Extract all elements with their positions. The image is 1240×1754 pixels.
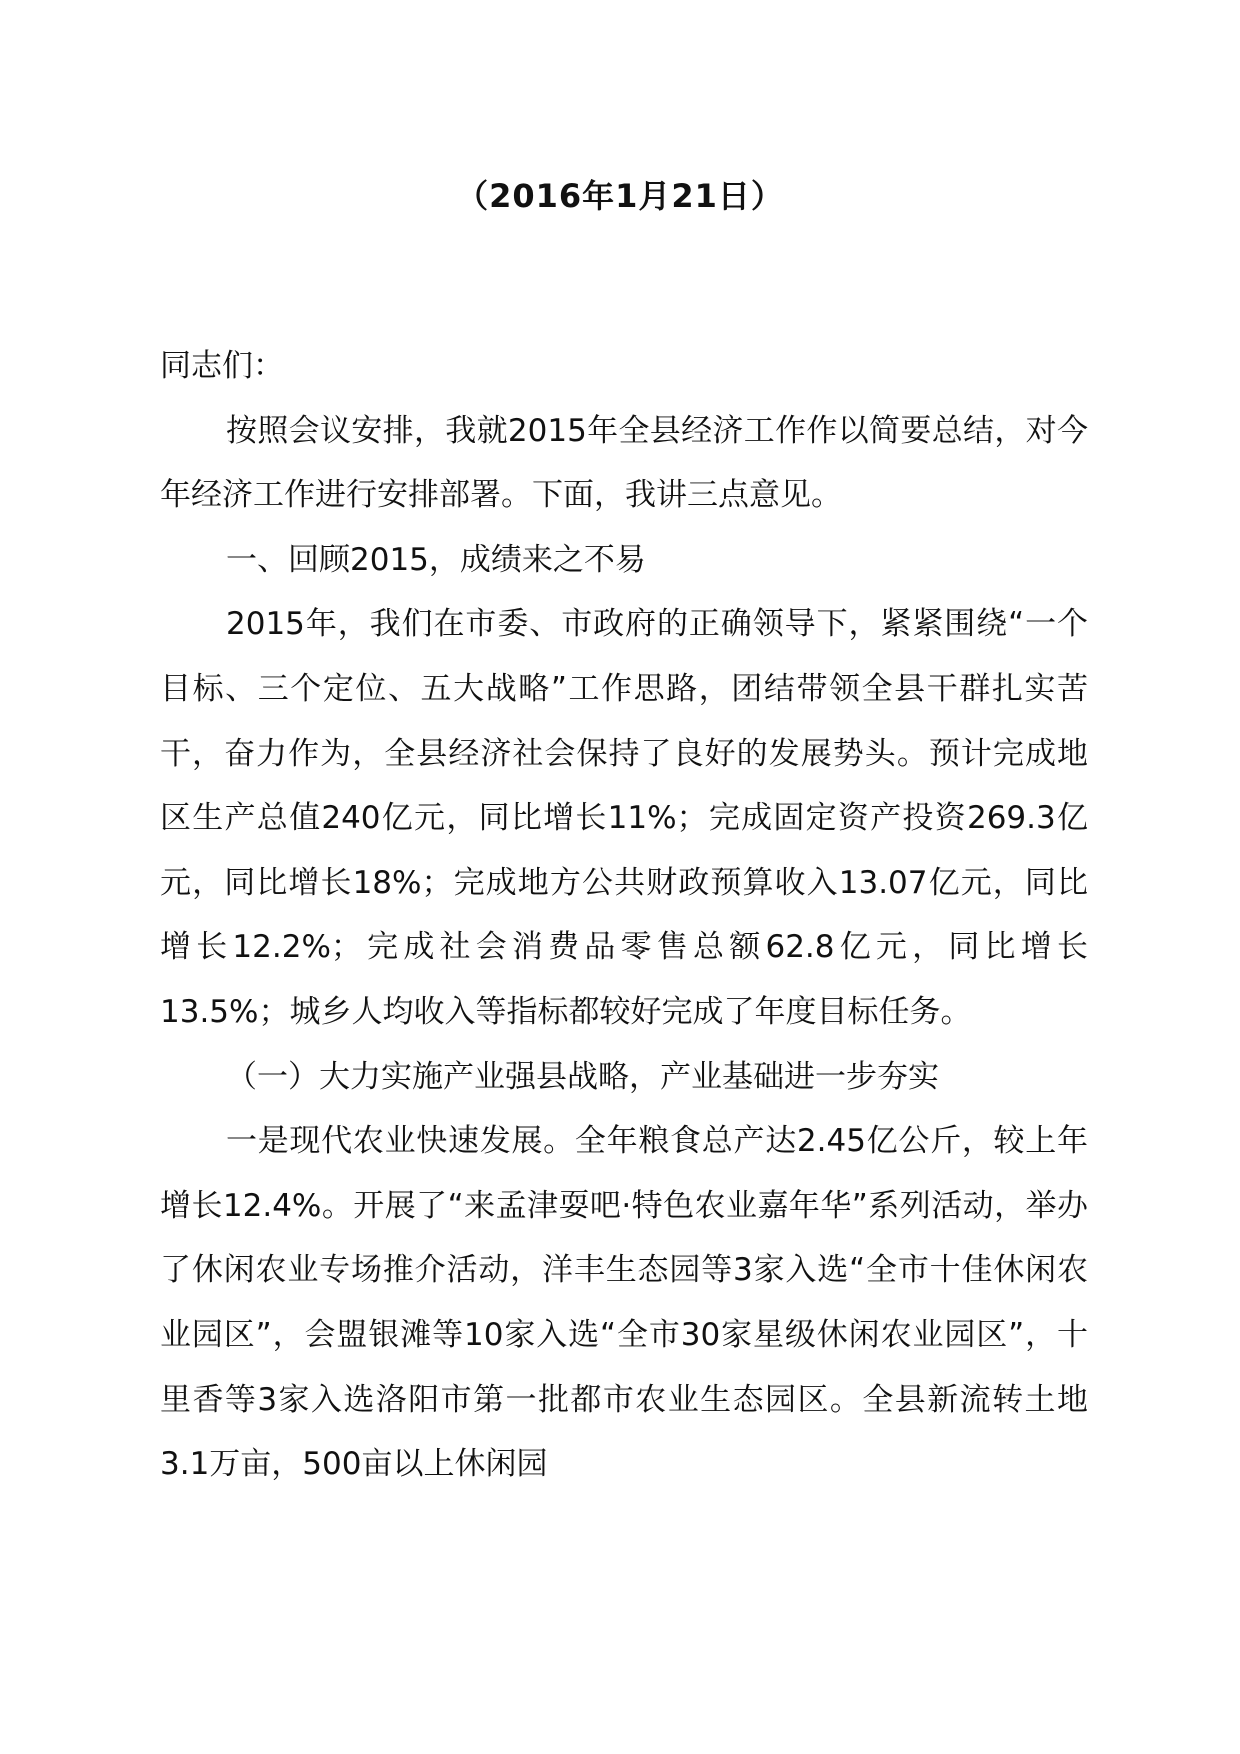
speech-date: （2016年1月21日） [456, 177, 784, 215]
salutation: 同志们： [160, 348, 284, 384]
review-paragraph: 2015年，我们在市委、市政府的正确领导下，紧紧围绕“一个目标、三个定位、五大战略”工作思路，团结带领全县干群扎实苦干，奋力作为，全县经济社会保持了良好的发展势头。预计完成地区生产总值240亿元，同比增长11%；完成固定资产投资269.3亿元，同比增长18%；完成地方公共财政预算收入13.07亿元，同比增长12.2%；完成社会消费品零售总额62.8亿元，同比增长13.5%；城乡人均收入等指标都较好完成了年度目标任务。 [160, 606, 1088, 1030]
subsection-heading-1: （一）大力实施产业强县战略，产业基础进一步夯实 [226, 1058, 939, 1095]
speech-body [160, 334, 1088, 1497]
agriculture-paragraph: 一是现代农业快速发展。全年粮食总产达2.45亿公斤，较上年增长12.4%。开展了“来孟津耍吧·特色农业嘉年华”系列活动，举办了休闲农业专场推介活动，洋丰生态园等3家入选“全市十佳休闲农业园区”，会盟银滩等10家入选“全市30家星级休闲农业园区”，十里香等3家入选洛阳市第一批都市农业生态园区。全县新流转土地3.1万亩，500亩以上休闲园 [160, 1123, 1088, 1483]
intro-paragraph: 按照会议安排，我就2015年全县经济工作作以简要总结，对今年经济工作进行安排部署。下面，我讲三点意见。 [160, 412, 1088, 514]
section-heading-1: 一、回顾2015，成绩来之不易 [226, 541, 646, 578]
